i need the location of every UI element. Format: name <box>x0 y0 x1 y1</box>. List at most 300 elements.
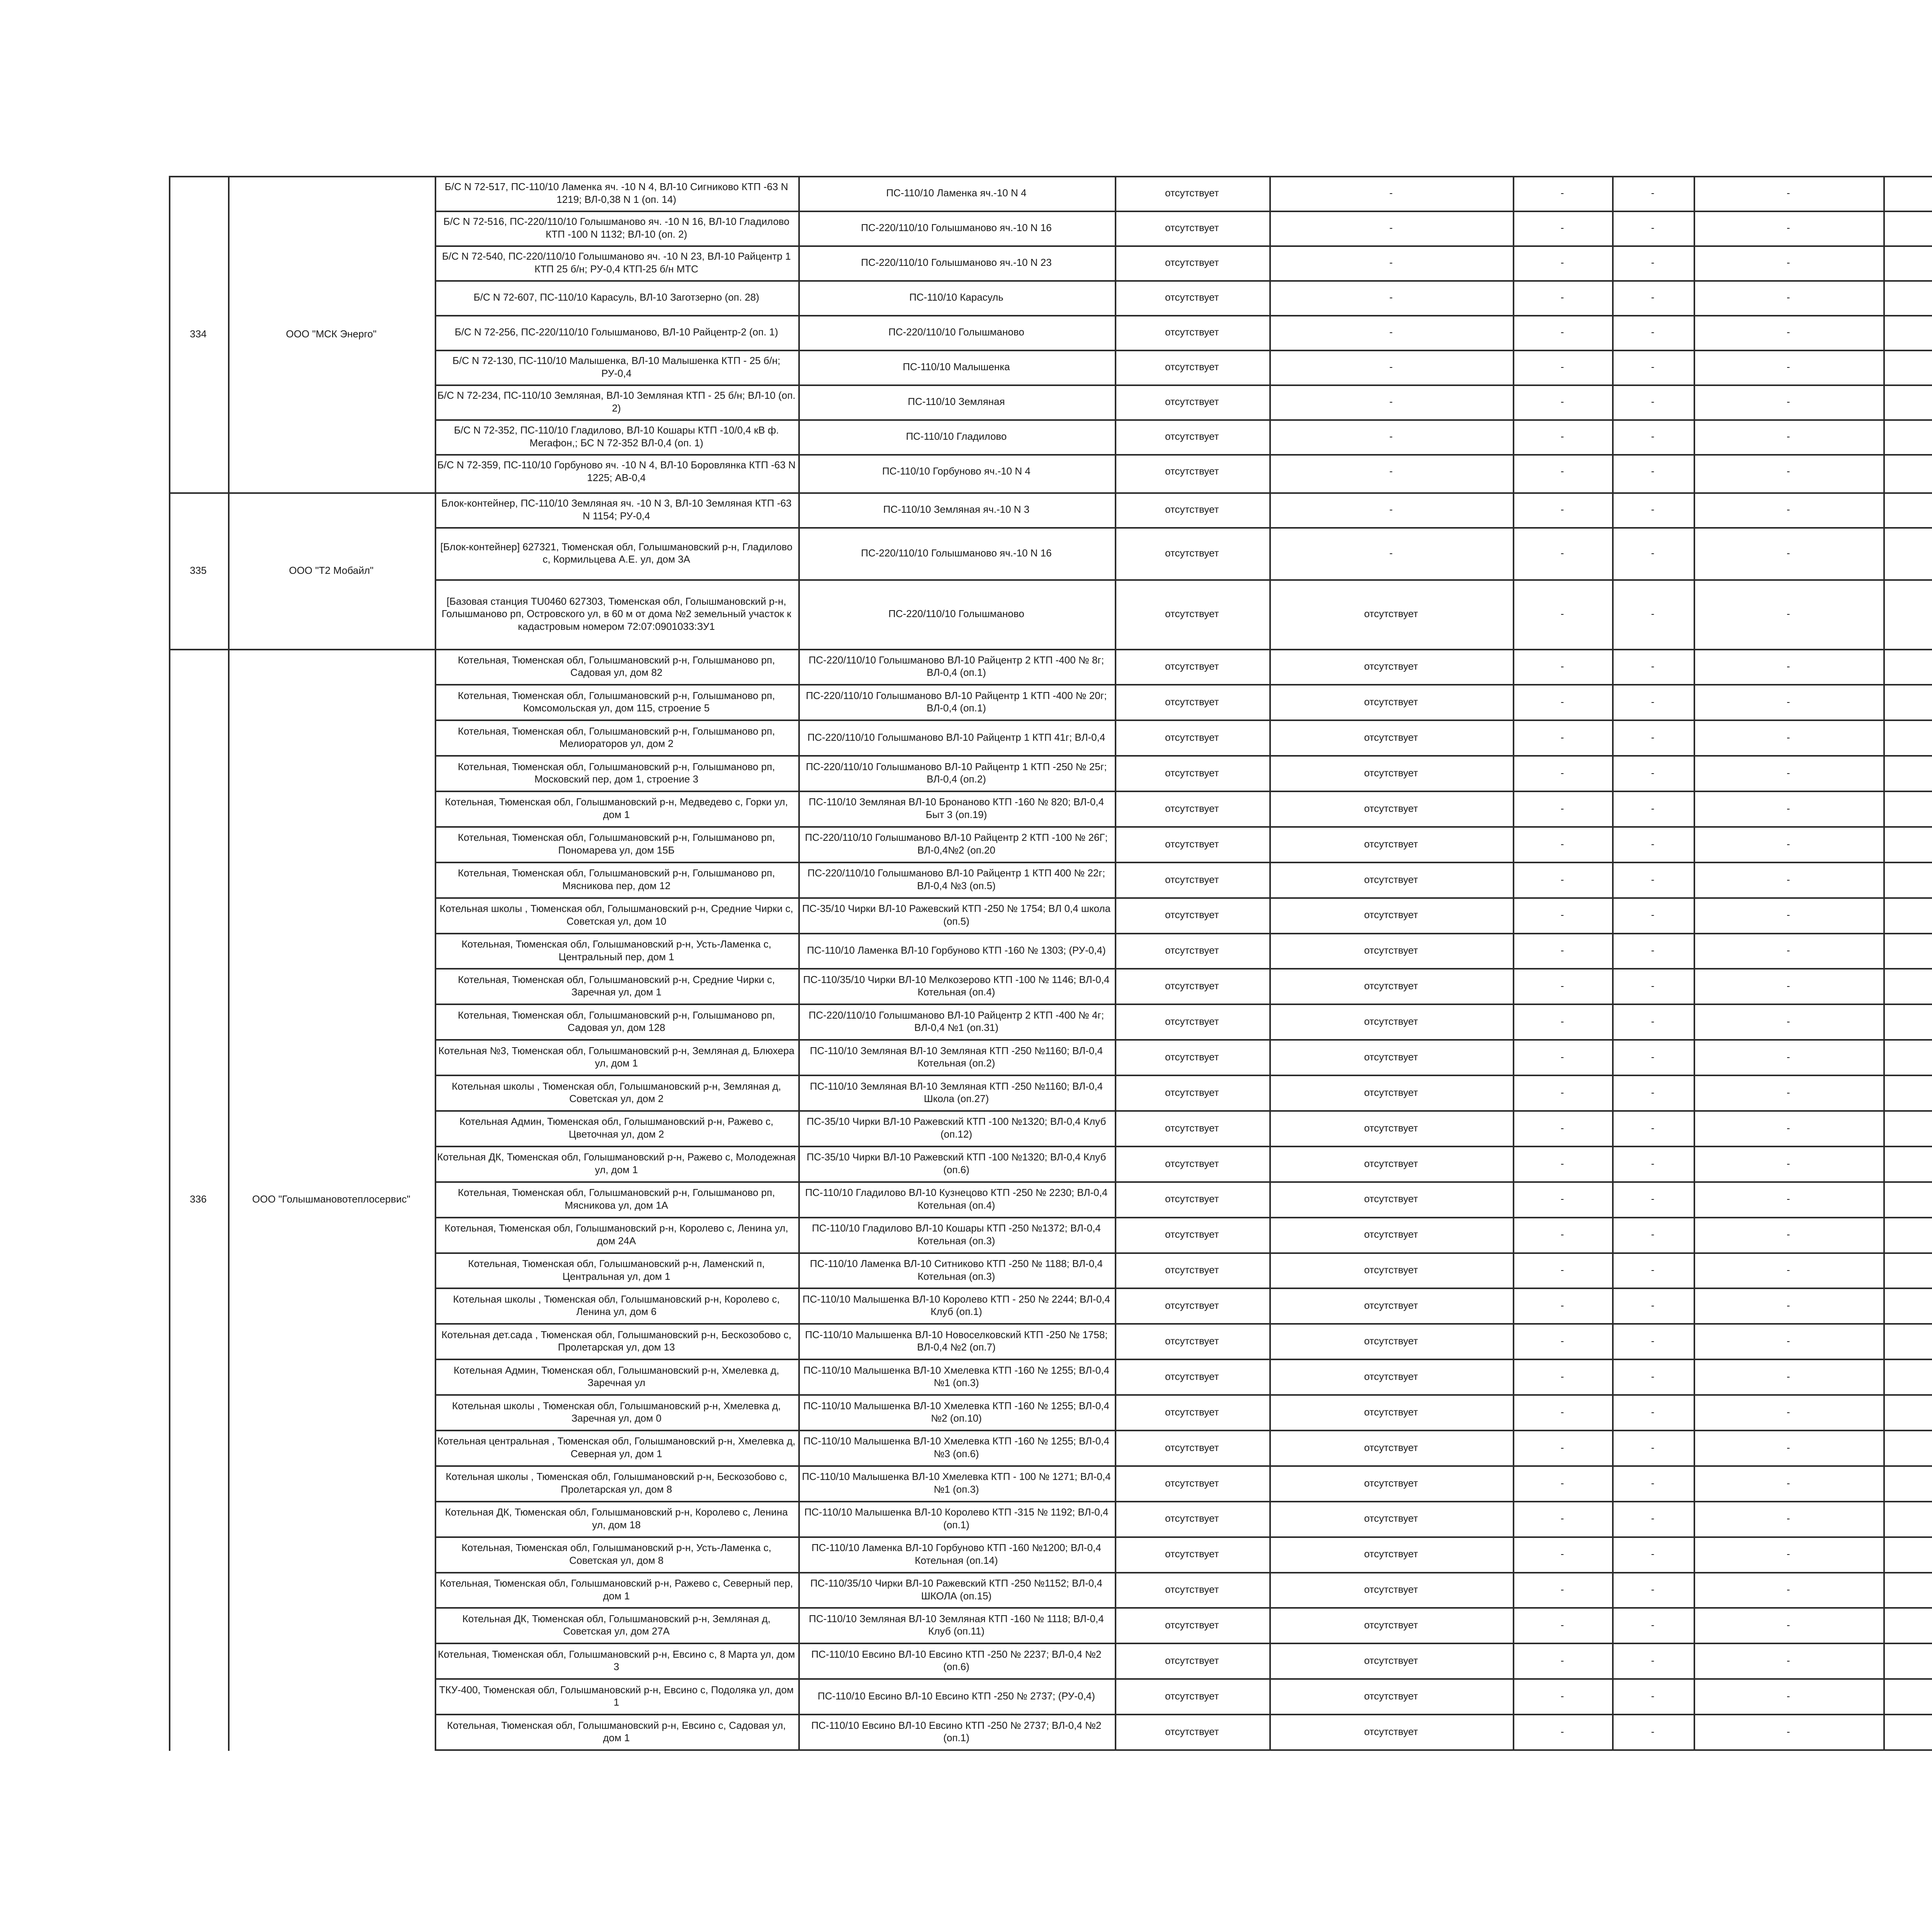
table-cell-c5: - <box>1560 1300 1564 1311</box>
table-cell-c3: отсутствует <box>1165 980 1219 992</box>
grid-line <box>169 176 1932 177</box>
table-cell-c5: - <box>1560 257 1564 269</box>
table-cell-c6: - <box>1651 547 1655 559</box>
table-cell-c6: - <box>1651 1655 1655 1667</box>
table-cell-c7: - <box>1786 1725 1790 1737</box>
table-cell-c3: отсутствует <box>1165 1477 1219 1489</box>
table-cell-ps: ПС-110/35/10 Чирки ВЛ-10 Ражевский КТП -250 №1152; ВЛ-0,4 ШКОЛА (оп.15) <box>810 1577 1102 1602</box>
table-cell-c7: - <box>1786 1548 1790 1560</box>
grid-line <box>435 862 1932 863</box>
table-cell-c3: отсутствует <box>1165 503 1219 515</box>
table-cell-c4: - <box>1389 326 1393 338</box>
table-cell-c4: отсутствует <box>1364 1584 1418 1596</box>
grid-line <box>435 1394 1932 1396</box>
table-cell-c8 <box>1883 1714 1932 1749</box>
table-cell-obj: [Базовая станция TU0460 627303, Тюменская обл, Голышмановский р-н, Голышманово рп, Островского ул, в 60 м от дома №2 земельный участок к кадастровым номером 72:07:0901033:ЗУ1 <box>441 595 791 632</box>
table-cell-c8 <box>1883 1572 1932 1607</box>
table-cell-c7: - <box>1786 1335 1790 1347</box>
table-cell-c8 <box>1883 454 1932 489</box>
organization-name: ООО "Голышмановотеплосервис" <box>252 1193 410 1205</box>
table-cell-obj: Б/С N 72-516, ПС-220/110/10 Голышманово яч. -10 N 16, ВЛ-10 Гладилово КТП -100 N 1132; ВЛ-10 (оп. 2) <box>443 216 790 240</box>
table-cell-c3: отсутствует <box>1165 326 1219 338</box>
table-cell-c7: - <box>1786 187 1790 199</box>
table-cell-ps: ПС-220/110/10 Голышманово яч.-10 N 16 <box>861 547 1052 559</box>
table-cell-obj: Б/С N 72-130, ПС-110/10 Малышенка, ВЛ-10 Малышенка КТП - 25 б/н; РУ-0,4 <box>452 355 781 379</box>
table-cell-obj: Б/С N 72-256, ПС-220/110/10 Голышманово, ВЛ-10 Райцентр-2 (оп. 1) <box>454 326 778 338</box>
table-cell-c4: - <box>1389 547 1393 559</box>
table-cell-c4: отсутствует <box>1364 1300 1418 1311</box>
table-cell-c8 <box>1883 350 1932 384</box>
table-cell-c8 <box>1883 1181 1932 1217</box>
table-cell-c5: - <box>1560 1655 1564 1667</box>
table-cell-c3: отсутствует <box>1165 396 1219 408</box>
table-cell-c3: отсутствует <box>1165 1619 1219 1631</box>
table-cell-c8 <box>1883 1394 1932 1430</box>
table-cell-c4: отсутствует <box>1364 802 1418 814</box>
table-cell-c6: - <box>1651 1264 1655 1276</box>
table-cell-c5: - <box>1560 731 1564 743</box>
table-cell-c8 <box>1883 245 1932 280</box>
table-cell-c3: отсутствует <box>1165 222 1219 234</box>
table-cell-c7: - <box>1786 802 1790 814</box>
table-cell-c4: - <box>1389 396 1393 408</box>
table-cell-c8 <box>1883 1359 1932 1394</box>
table-cell-c6: - <box>1651 802 1655 814</box>
table-cell-c3: отсутствует <box>1165 1512 1219 1524</box>
grid-line <box>228 176 230 1751</box>
grid-line <box>435 579 1932 581</box>
table-cell-c5: - <box>1560 1015 1564 1027</box>
table-cell-c3: отсутствует <box>1165 187 1219 199</box>
table-cell-c8 <box>1883 1217 1932 1252</box>
table-cell-c7: - <box>1786 291 1790 303</box>
table-cell-c8 <box>1883 755 1932 791</box>
table-cell-c4: отсутствует <box>1364 1051 1418 1063</box>
table-cell-c7: - <box>1786 696 1790 708</box>
table-cell-c6: - <box>1651 326 1655 338</box>
table-cell-c5: - <box>1560 802 1564 814</box>
table-cell-c4: отсутствует <box>1364 1406 1418 1418</box>
table-cell-ps: ПС-220/110/10 Голышманово ВЛ-10 Райцентр 1 КТП 400 № 22г; ВЛ-0,4 №3 (оп.5) <box>807 867 1105 891</box>
grid-line <box>435 1749 1932 1751</box>
table-cell-obj: Котельная, Тюменская обл, Голышмановский р-н, Ламенский п, Центральная ул, дом 1 <box>468 1258 765 1282</box>
table-cell-c7: - <box>1786 1619 1790 1631</box>
table-cell-c3: отсутствует <box>1165 1441 1219 1453</box>
table-cell-c7: - <box>1786 1122 1790 1134</box>
table-cell-c8 <box>1883 1430 1932 1465</box>
table-cell-c5: - <box>1560 1086 1564 1098</box>
grid-line <box>435 1181 1932 1183</box>
table-cell-obj: Котельная, Тюменская обл, Голышмановский р-н, Голышманово рп, Мясникова ул, дом 1А <box>457 1187 775 1211</box>
table-cell-ps: ПС-110/10 Ламенка яч.-10 N 4 <box>886 187 1027 199</box>
table-cell-c5: - <box>1560 1051 1564 1063</box>
table-cell-c3: отсутствует <box>1165 731 1219 743</box>
table-cell-ps: ПС-110/10 Малышенка <box>903 361 1010 373</box>
table-cell-c4: отсутствует <box>1364 1725 1418 1737</box>
table-cell-obj: Котельная, Тюменская обл, Голышмановский р-н, Голышманово рп, Мелиораторов ул, дом 2 <box>457 725 775 750</box>
grid-line <box>169 649 1932 650</box>
table-cell-c5: - <box>1560 187 1564 199</box>
table-cell-c3: отсутствует <box>1165 608 1219 620</box>
table-cell-c6: - <box>1651 660 1655 672</box>
table-cell-c6: - <box>1651 361 1655 373</box>
table-cell-c7: - <box>1786 1086 1790 1098</box>
table-cell-c7: - <box>1786 1015 1790 1027</box>
grid-line <box>435 684 1932 685</box>
table-cell-c8 <box>1883 211 1932 245</box>
table-cell-c6: - <box>1651 1015 1655 1027</box>
table-cell-ps: ПС-110/10 Земляная ВЛ-10 Бронаново КТП -160 № 820; ВЛ-0,4 Быт 3 (оп.19) <box>808 796 1104 820</box>
table-cell-c6: - <box>1651 1335 1655 1347</box>
table-cell-c4: отсутствует <box>1364 1512 1418 1524</box>
table-cell-c5: - <box>1560 465 1564 477</box>
table-cell-c6: - <box>1651 1619 1655 1631</box>
table-cell-obj: Котельная, Тюменская обл, Голышмановский р-н, Голышманово рп, Садовая ул, дом 82 <box>457 654 775 679</box>
table-cell-c3: отсутствует <box>1165 1335 1219 1347</box>
table-cell-c6: - <box>1651 1051 1655 1063</box>
table-cell-c8 <box>1883 1607 1932 1643</box>
table-cell-obj: ТКУ-400, Тюменская обл, Голышмановский р-н, Евсино с, Подоляка ул, дом 1 <box>439 1684 794 1708</box>
table-cell-obj: Котельная школы , Тюменская обл, Голышмановский р-н, Бескозобово с, Пролетарская ул, дом 8 <box>446 1471 787 1495</box>
table-cell-c8 <box>1883 176 1932 211</box>
table-cell-c7: - <box>1786 503 1790 515</box>
table-cell-c4: - <box>1389 465 1393 477</box>
table-cell-c7: - <box>1786 838 1790 850</box>
table-cell-c8 <box>1883 1004 1932 1039</box>
table-cell-c6: - <box>1651 1477 1655 1489</box>
table-cell-c7: - <box>1786 660 1790 672</box>
table-cell-c8 <box>1883 1039 1932 1075</box>
table-cell-c5: - <box>1560 1584 1564 1596</box>
table-cell-c4: отсутствует <box>1364 1228 1418 1240</box>
grid-line <box>1694 176 1695 1751</box>
table-cell-c8 <box>1883 1146 1932 1181</box>
table-cell-c5: - <box>1560 660 1564 672</box>
table-cell-ps: ПС-110/10 Земляная ВЛ-10 Земляная КТП -250 №1160; ВЛ-0,4 Котельная (оп.2) <box>810 1044 1103 1069</box>
table-cell-c4: - <box>1389 291 1393 303</box>
table-cell-c3: отсутствует <box>1165 1725 1219 1737</box>
grid-line <box>435 1536 1932 1538</box>
table-cell-c7: - <box>1786 1228 1790 1240</box>
table-cell-c7: - <box>1786 1406 1790 1418</box>
table-cell-c5: - <box>1560 1619 1564 1631</box>
table-cell-c6: - <box>1651 1300 1655 1311</box>
table-cell-ps: ПС-220/110/10 Голышманово яч.-10 N 23 <box>861 257 1052 269</box>
grid-line <box>435 933 1932 934</box>
grid-line <box>435 1501 1932 1502</box>
table-cell-c7: - <box>1786 326 1790 338</box>
table-cell-c5: - <box>1560 1157 1564 1169</box>
table-cell-obj: Котельная школы , Тюменская обл, Голышмановский р-н, Королево с, Ленина ул, дом 6 <box>453 1293 780 1318</box>
table-cell-c6: - <box>1651 696 1655 708</box>
table-cell-c8 <box>1883 684 1932 720</box>
table-cell-c6: - <box>1651 187 1655 199</box>
table-cell-c4: отсутствует <box>1364 767 1418 779</box>
table-cell-ps: ПС-110/10 Малышенка ВЛ-10 Хмелевка КТП - 100 № 1271; ВЛ-0,4 №1 (оп.3) <box>802 1471 1111 1495</box>
table-cell-c4: отсутствует <box>1364 1193 1418 1205</box>
table-cell-c4: - <box>1389 222 1393 234</box>
table-cell-obj: Котельная Админ, Тюменская обл, Голышмановский р-н, Хмелевка д, Заречная ул <box>454 1364 779 1389</box>
table-cell-c3: отсутствует <box>1165 1193 1219 1205</box>
grid-line <box>435 1288 1932 1289</box>
table-cell-obj: Котельная, Тюменская обл, Голышмановский р-н, Усть-Ламенка с, Центральный пер, дом 1 <box>461 938 772 963</box>
table-cell-c4: отсутствует <box>1364 731 1418 743</box>
table-cell-c3: отсутствует <box>1165 361 1219 373</box>
table-cell-c4: отсутствует <box>1364 660 1418 672</box>
table-cell-ps: ПС-110/10 Малышенка ВЛ-10 Новоселковский КТП -250 № 1758; ВЛ-0,4 №2 (оп.7) <box>805 1328 1108 1353</box>
table-cell-c7: - <box>1786 1690 1790 1702</box>
table-cell-c4: отсутствует <box>1364 944 1418 956</box>
table-cell-ps: ПС-110/10 Гладилово ВЛ-10 Кошары КТП -250 №1372; ВЛ-0,4 Котельная (оп.3) <box>812 1222 1101 1247</box>
table-cell-c7: - <box>1786 731 1790 743</box>
table-cell-c6: - <box>1651 396 1655 408</box>
table-cell-c3: отсутствует <box>1165 1406 1219 1418</box>
grid-line <box>435 1678 1932 1680</box>
grid-line <box>435 1430 1932 1431</box>
table-cell-c4: отсутствует <box>1364 873 1418 885</box>
table-cell-c6: - <box>1651 909 1655 921</box>
table-cell-c3: отсутствует <box>1165 1370 1219 1382</box>
table-cell-c6: - <box>1651 1690 1655 1702</box>
grid-line <box>798 176 800 1751</box>
table-cell-obj: Котельная, Тюменская обл, Голышмановский р-н, Голышманово рп, Мясникова пер, дом 12 <box>457 867 775 891</box>
table-cell-c6: - <box>1651 944 1655 956</box>
grid-line <box>435 1643 1932 1644</box>
table-cell-c4: отсутствует <box>1364 1157 1418 1169</box>
table-cell-c4: отсутствует <box>1364 1477 1418 1489</box>
table-cell-obj: Б/С N 72-234, ПС-110/10 Земляная, ВЛ-10 Земляная КТП - 25 б/н; ВЛ-10 (оп. 2) <box>437 390 796 414</box>
table-cell-c5: - <box>1560 696 1564 708</box>
table-cell-c5: - <box>1560 944 1564 956</box>
table-cell-c7: - <box>1786 547 1790 559</box>
table-cell-ps: ПС-110/10 Евсино ВЛ-10 Евсино КТП -250 № 2237; ВЛ-0,4 №2 (оп.6) <box>811 1648 1102 1673</box>
table-cell-c4: - <box>1389 361 1393 373</box>
table-cell-obj: Котельная, Тюменская обл, Голышмановский р-н, Голышманово рп, Комсомольская ул, дом 115, строение 5 <box>457 689 775 714</box>
table-cell-c5: - <box>1560 326 1564 338</box>
table-cell-c4: отсутствует <box>1364 696 1418 708</box>
table-cell-c3: отсутствует <box>1165 1300 1219 1311</box>
table-cell-c4: отсутствует <box>1364 1086 1418 1098</box>
table-cell-obj: Б/С N 72-540, ПС-220/110/10 Голышманово яч. -10 N 23, ВЛ-10 Райцентр 1 КТП 25 б/н; РУ-0,4 КТП-25 б/н МТС <box>442 250 791 275</box>
table-cell-ps: ПС-110/10 Земляная ВЛ-10 Земляная КТП -250 №1160; ВЛ-0,4 Школа (оп.27) <box>810 1080 1103 1105</box>
table-cell-ps: ПС-110/10 Малышенка ВЛ-10 Хмелевка КТП -160 № 1255; ВЛ-0,4 №2 (оп.10) <box>803 1400 1109 1424</box>
table-cell-c3: отсутствует <box>1165 1548 1219 1560</box>
table-cell-c3: отсутствует <box>1165 802 1219 814</box>
table-cell-obj: Котельная, Тюменская обл, Голышмановский р-н, Евсино с, Садовая ул, дом 1 <box>447 1719 786 1744</box>
table-cell-c4: отсутствует <box>1364 1619 1418 1631</box>
grid-line <box>435 1714 1932 1715</box>
table-cell-obj: Котельная, Тюменская обл, Голышмановский р-н, Медведево с, Горки ул, дом 1 <box>445 796 788 820</box>
table-cell-obj: Котельная, Тюменская обл, Голышмановский р-н, Голышманово рп, Пономарева ул, дом 15Б <box>457 832 775 856</box>
table-cell-ps: ПС-220/110/10 Голышманово ВЛ-10 Райцентр 1 КТП -400 № 20г; ВЛ-0,4 (оп.1) <box>806 689 1107 714</box>
table-cell-ps: ПС-35/10 Чирки ВЛ-10 Ражевский КТП -250 № 1754; ВЛ 0,4 школа (оп.5) <box>802 903 1111 927</box>
row-number: 336 <box>190 1193 207 1205</box>
table-cell-c5: - <box>1560 1690 1564 1702</box>
table-cell-obj: Котельная, Тюменская обл, Голышмановский р-н, Голышманово рп, Московский пер, дом 1, строение 3 <box>457 760 775 785</box>
table-cell-c3: отсутствует <box>1165 1086 1219 1098</box>
table-cell-obj: [Блок-контейнер] 627321, Тюменская обл, Голышмановский р-н, Гладилово с, Кормильцева А.Е. ул, дом 3А <box>440 541 793 565</box>
table-cell-ps: ПС-110/10 Горбуново яч.-10 N 4 <box>882 465 1031 477</box>
row-number: 334 <box>190 328 207 340</box>
table-cell-c7: - <box>1786 608 1790 620</box>
table-cell-c8 <box>1883 1465 1932 1501</box>
table-cell-ps: ПС-220/110/10 Голышманово ВЛ-10 Райцентр 1 КТП 41г; ВЛ-0,4 <box>807 731 1105 743</box>
table-cell-c7: - <box>1786 1655 1790 1667</box>
table-cell-c3: отсутствует <box>1165 547 1219 559</box>
table-cell-c3: отсутствует <box>1165 257 1219 269</box>
table-cell-c5: - <box>1560 430 1564 442</box>
table-cell-c4: отсутствует <box>1364 980 1418 992</box>
table-cell-c6: - <box>1651 1086 1655 1098</box>
table-cell-c4: - <box>1389 187 1393 199</box>
table-cell-obj: Котельная ДК, Тюменская обл, Голышмановский р-н, Ражево с, Молодежная ул, дом 1 <box>437 1151 796 1175</box>
table-cell-ps: ПС-110/10 Гладилово ВЛ-10 Кузнецово КТП -250 № 2230; ВЛ-0,4 Котельная (оп.4) <box>805 1187 1108 1211</box>
table-cell-ps: ПС-110/10 Земляная <box>908 396 1005 408</box>
table-cell-c8 <box>1883 933 1932 968</box>
table-cell-c8 <box>1883 1252 1932 1288</box>
table-cell-c7: - <box>1786 1193 1790 1205</box>
table-cell-c7: - <box>1786 1477 1790 1489</box>
table-cell-ps: ПС-110/10 Земляная яч.-10 N 3 <box>883 503 1030 515</box>
grid-line <box>435 1146 1932 1147</box>
table-cell-obj: Котельная школы , Тюменская обл, Голышмановский р-н, Хмелевка д, Заречная ул, дом 0 <box>452 1400 781 1424</box>
table-cell-c8 <box>1883 1678 1932 1714</box>
grid-line <box>435 791 1932 792</box>
table-cell-c8 <box>1883 527 1932 579</box>
organization-name: ООО "МСК Энерго" <box>286 328 377 340</box>
grid-line <box>435 1465 1932 1467</box>
table-cell-c6: - <box>1651 1228 1655 1240</box>
table-cell-c6: - <box>1651 291 1655 303</box>
table-cell-obj: Блок-контейнер, ПС-110/10 Земляная яч. -10 N 3, ВЛ-10 Земляная КТП -63 N 1154; РУ-0,4 <box>441 497 792 522</box>
table-cell-c6: - <box>1651 608 1655 620</box>
table-cell-c8 <box>1883 1323 1932 1359</box>
table-cell-c7: - <box>1786 1441 1790 1453</box>
table-cell-c8 <box>1883 1643 1932 1678</box>
table-cell-c3: отсутствует <box>1165 873 1219 885</box>
table-cell-c8 <box>1883 492 1932 527</box>
table-cell-c6: - <box>1651 465 1655 477</box>
table-cell-ps: ПС-110/10 Малышенка ВЛ-10 Королево КТП - 250 № 2244; ВЛ-0,4 Клуб (оп.1) <box>803 1293 1110 1318</box>
table-cell-c5: - <box>1560 1512 1564 1524</box>
table-cell-c6: - <box>1651 767 1655 779</box>
table-cell-ps: ПС-35/10 Чирки ВЛ-10 Ражевский КТП -100 №1320; ВЛ-0,4 Клуб (оп.6) <box>806 1151 1106 1175</box>
grid-line <box>435 315 1932 316</box>
table-cell-c7: - <box>1786 980 1790 992</box>
table-cell-c8 <box>1883 315 1932 350</box>
table-cell-c5: - <box>1560 1477 1564 1489</box>
table-cell-c4: отсутствует <box>1364 909 1418 921</box>
table-cell-c8 <box>1883 1075 1932 1110</box>
table-cell-ps: ПС-220/110/10 Голышманово ВЛ-10 Райцентр 1 КТП -250 № 25г; ВЛ-0,4 (оп.2) <box>806 760 1107 785</box>
table-cell-obj: Котельная школы , Тюменская обл, Голышмановский р-н, Земляная д, Советская ул, дом 2 <box>452 1080 781 1105</box>
grid-line <box>435 176 436 1751</box>
grid-line <box>169 176 170 1751</box>
table-cell-c7: - <box>1786 1370 1790 1382</box>
table-cell-ps: ПС-110/10 Ламенка ВЛ-10 Горбуново КТП -160 № 1303; (РУ-0,4) <box>807 944 1106 956</box>
table-cell-c4: отсутствует <box>1364 1441 1418 1453</box>
table-cell-c7: - <box>1786 361 1790 373</box>
table-cell-c8 <box>1883 897 1932 933</box>
grid-line <box>435 384 1932 386</box>
table-cell-ps: ПС-110/10 Ламенка ВЛ-10 Горбуново КТП -160 №1200; ВЛ-0,4 Котельная (оп.14) <box>811 1542 1101 1566</box>
table-cell-obj: Котельная ДК, Тюменская обл, Голышмановский р-н, Земляная д, Советская ул, дом 27А <box>462 1613 770 1637</box>
grid-line <box>435 527 1932 529</box>
table-cell-c8 <box>1883 826 1932 862</box>
table-cell-obj: Б/С N 72-517, ПС-110/10 Ламенка яч. -10 N 4, ВЛ-10 Сигниково КТП -63 N 1219; ВЛ-0,38 N 1 (оп. 14) <box>444 181 788 205</box>
table-cell-c4: отсутствует <box>1364 1122 1418 1134</box>
table-cell-c6: - <box>1651 1512 1655 1524</box>
table-cell-ps: ПС-110/35/10 Чирки ВЛ-10 Мелкозерово КТП -100 № 1146; ВЛ-0,4 Котельная (оп.4) <box>803 973 1110 998</box>
table-cell-c6: - <box>1651 257 1655 269</box>
grid-line <box>435 1075 1932 1076</box>
table-cell-c6: - <box>1651 222 1655 234</box>
grid-line <box>435 211 1932 212</box>
grid-line <box>1115 176 1116 1751</box>
table-cell-c3: отсутствует <box>1165 1690 1219 1702</box>
table-cell-c5: - <box>1560 1122 1564 1134</box>
table-cell-c5: - <box>1560 1548 1564 1560</box>
table-cell-obj: Котельная, Тюменская обл, Голышмановский р-н, Голышманово рп, Садовая ул, дом 128 <box>457 1009 775 1034</box>
table-cell-c5: - <box>1560 1228 1564 1240</box>
table-cell-obj: Котельная школы , Тюменская обл, Голышмановский р-н, Средние Чирки с, Советская ул, дом 10 <box>439 903 793 927</box>
table-cell-c6: - <box>1651 1157 1655 1169</box>
table-cell-ps: ПС-110/10 Земляная ВЛ-10 Земляная КТП -160 № 1118; ВЛ-0,4 Клуб (оп.11) <box>809 1613 1104 1637</box>
table-cell-ps: ПС-220/110/10 Голышманово ВЛ-10 Райцентр 2 КТП -400 № 8г; ВЛ-0,4 (оп.1) <box>808 654 1104 679</box>
table-cell-c5: - <box>1560 767 1564 779</box>
table-cell-obj: Котельная №3, Тюменская обл, Голышмановский р-н, Земляная д, Блюхера ул, дом 1 <box>438 1044 794 1069</box>
table-cell-c6: - <box>1651 1406 1655 1418</box>
table-cell-c5: - <box>1560 873 1564 885</box>
grid-line <box>435 755 1932 757</box>
table-cell-c5: - <box>1560 1370 1564 1382</box>
table-cell-ps: ПС-110/10 Евсино ВЛ-10 Евсино КТП -250 № 2737; (РУ-0,4) <box>818 1690 1095 1702</box>
table-cell-c3: отсутствует <box>1165 696 1219 708</box>
table-cell-c6: - <box>1651 430 1655 442</box>
table-cell-c5: - <box>1560 547 1564 559</box>
grid-line <box>435 720 1932 721</box>
table-cell-c8 <box>1883 1501 1932 1536</box>
table-cell-c4: отсутствует <box>1364 1690 1418 1702</box>
grid-line <box>435 454 1932 456</box>
table-cell-c4: отсутствует <box>1364 1335 1418 1347</box>
table-cell-c6: - <box>1651 1122 1655 1134</box>
table-cell-c3: отсутствует <box>1165 660 1219 672</box>
table-cell-c4: отсутствует <box>1364 1548 1418 1560</box>
table-cell-ps: ПС-110/10 Малышенка ВЛ-10 Королево КТП -315 № 1192; ВЛ-0,4 (оп.1) <box>804 1506 1109 1531</box>
table-cell-c8 <box>1883 1536 1932 1572</box>
table-cell-c8 <box>1883 720 1932 755</box>
grid-line <box>169 492 1932 494</box>
organization-name: ООО "Т2 Мобайл" <box>289 564 374 576</box>
table-cell-obj: Котельная ДК, Тюменская обл, Голышмановский р-н, Королево с, Ленина ул, дом 18 <box>445 1506 788 1531</box>
table-cell-c6: - <box>1651 838 1655 850</box>
table-cell-c7: - <box>1786 767 1790 779</box>
grid-line <box>435 1359 1932 1360</box>
grid-line <box>435 1252 1932 1254</box>
table-cell-c6: - <box>1651 731 1655 743</box>
table-cell-obj: Котельная, Тюменская обл, Голышмановский р-н, Средние Чирки с, Заречная ул, дом 1 <box>458 973 775 998</box>
grid-line <box>435 1110 1932 1112</box>
table-cell-c4: отсутствует <box>1364 838 1418 850</box>
grid-line <box>435 1004 1932 1005</box>
table-cell-c6: - <box>1651 503 1655 515</box>
grid-line <box>435 1572 1932 1573</box>
grid-line <box>435 350 1932 351</box>
table-cell-c5: - <box>1560 503 1564 515</box>
table-cell-ps: ПС-110/10 Карасуль <box>909 291 1003 303</box>
grid-line <box>435 1323 1932 1325</box>
